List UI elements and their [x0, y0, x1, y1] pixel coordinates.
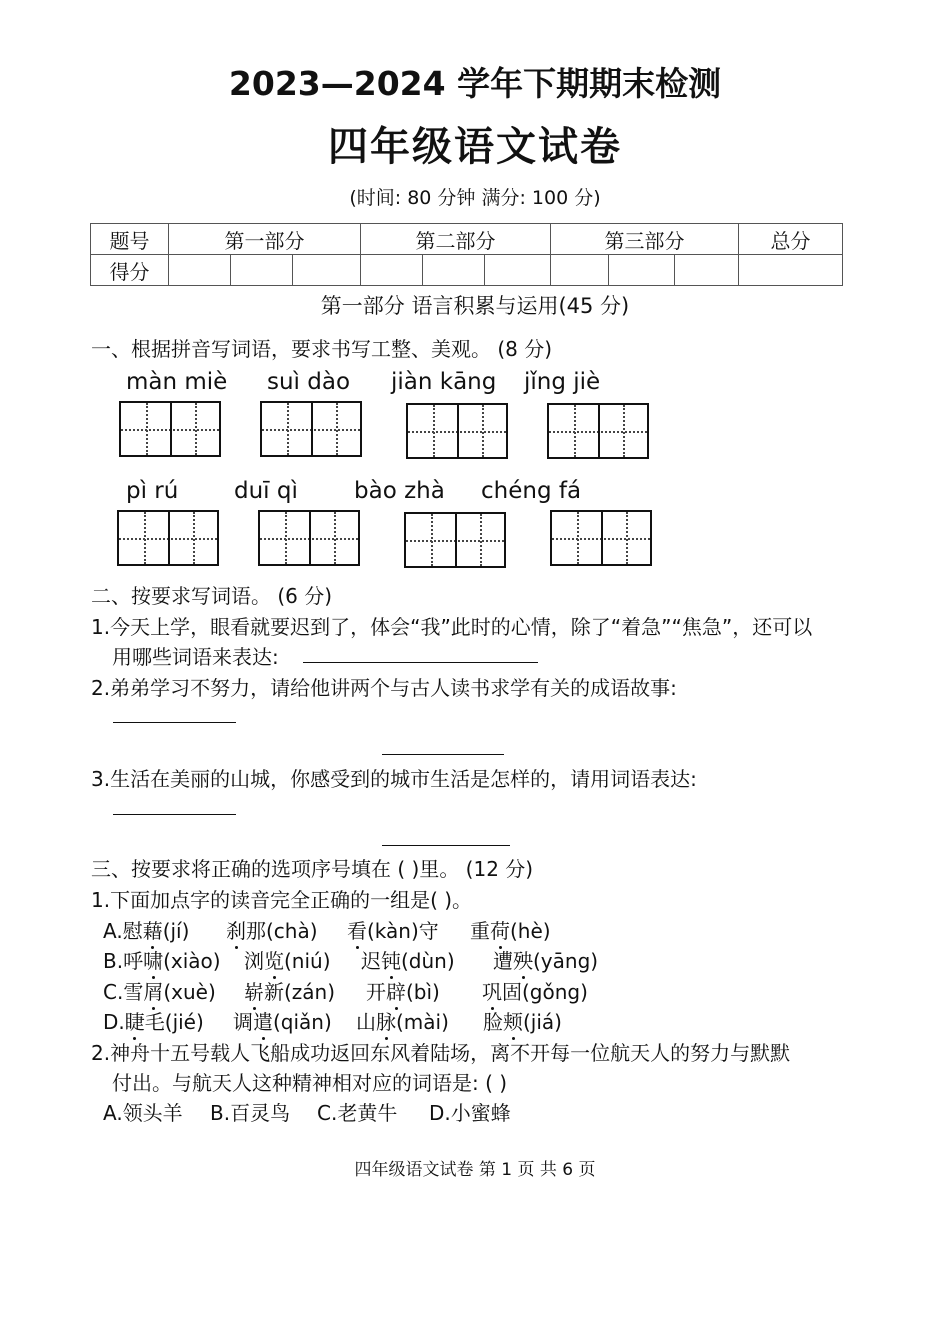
- page-footer: 四年级语文试卷 第 1 页 共 6 页: [354, 1160, 596, 1180]
- word-part: 那(chà): [246, 919, 318, 943]
- writing-grid[interactable]: [258, 510, 360, 566]
- word-part: 新(zán): [264, 980, 336, 1004]
- option-d-word: [233, 1006, 332, 1035]
- option-b-word: [493, 945, 598, 974]
- answer-blank[interactable]: [382, 754, 504, 755]
- option-a-word: [226, 915, 318, 944]
- word-part: (bì): [406, 980, 440, 1004]
- word-part: 浏: [244, 949, 264, 973]
- word-part: (xiào): [163, 949, 221, 973]
- pinyin-label: jǐng jiè: [524, 369, 601, 395]
- dotted-char: 啸: [143, 945, 163, 974]
- dotted-char: 刹: [226, 915, 246, 944]
- question-2-1-line1: 1.今天上学，眼看就要迟到了，体会“我”此时的心情，除了“着急”“焦急”，还可以: [91, 615, 813, 639]
- word-part: 迟: [361, 949, 381, 973]
- dotted-char: 藉: [143, 915, 163, 944]
- option-d-word: [483, 1006, 562, 1035]
- pinyin-label: pì rú: [126, 478, 179, 504]
- option-b[interactable]: [103, 945, 221, 974]
- option-a[interactable]: [103, 915, 189, 944]
- dotted-char: 览: [264, 945, 284, 974]
- writing-grid[interactable]: [117, 510, 219, 566]
- word-part: 呼: [123, 949, 144, 973]
- option-c-word: [244, 976, 335, 1005]
- word-part: (xuè): [163, 980, 216, 1004]
- word-part: (kàn)守: [367, 919, 439, 943]
- word-part: 脸: [483, 1010, 503, 1034]
- dotted-char: 屑: [143, 976, 163, 1005]
- word-part: (dùn): [401, 949, 455, 973]
- option-label: A.: [103, 919, 123, 943]
- word-part: 固(gǒng): [502, 980, 588, 1004]
- score-cell[interactable]: [551, 255, 609, 286]
- pinyin-label: màn miè: [126, 369, 228, 395]
- section3-heading: 三、按要求将正确的选项序号填在 ( )里。 (12 分): [91, 857, 534, 881]
- option-b-word: [361, 945, 455, 974]
- option-label: C.: [103, 980, 124, 1004]
- word-part: (mài): [396, 1010, 449, 1034]
- option-a-word: [470, 915, 551, 944]
- option-d-word: [356, 1006, 449, 1035]
- score-cell[interactable]: [739, 255, 843, 286]
- score-table-total: 总分: [739, 224, 843, 255]
- word-part: (yāng): [533, 949, 599, 973]
- score-table-part3: 第三部分: [551, 224, 739, 255]
- question-3-1: 1.下面加点字的读音完全正确的一组是( )。: [91, 888, 473, 912]
- question-3-2-line2: 付出。与航天人这种精神相对应的词语是: ( ): [112, 1071, 508, 1095]
- word-part: 山: [356, 1010, 376, 1034]
- word-part: 调: [233, 1010, 253, 1034]
- dotted-char: 钝: [381, 945, 401, 974]
- dotted-char: 遣: [253, 1006, 273, 1035]
- pinyin-label: chéng fá: [481, 478, 582, 504]
- score-cell[interactable]: [675, 255, 739, 286]
- answer-blank[interactable]: [113, 722, 236, 723]
- score-cell[interactable]: [485, 255, 551, 286]
- word-part: (hè): [510, 919, 551, 943]
- exam-time-score: (时间: 80 分钟 满分: 100 分): [349, 187, 601, 209]
- section2-heading: 二、按要求写词语。 (6 分): [91, 584, 333, 608]
- dotted-char: 崭: [244, 976, 264, 1005]
- word-part: (qiǎn): [273, 1010, 332, 1034]
- pinyin-label: jiàn kāng: [391, 369, 497, 395]
- word-part: 遭: [493, 949, 513, 973]
- score-table-part1: 第一部分: [169, 224, 361, 255]
- dotted-char: 看: [347, 915, 367, 944]
- option-a-word: [347, 915, 439, 944]
- dotted-char: 脉: [376, 1006, 396, 1035]
- pinyin-label: bào zhà: [354, 478, 445, 504]
- exam-title: 四年级语文试卷: [328, 124, 622, 170]
- question-3-2-line1: 2.神舟十五号载人飞船成功返回东风着陆场，离不开每一位航天人的努力与默默: [91, 1041, 791, 1065]
- exam-term-title: 2023—2024 学年下期期末检测: [228, 64, 722, 103]
- word-part: 毛(jié): [144, 1010, 204, 1034]
- dotted-char: 巩: [482, 976, 502, 1005]
- word-part: (jí): [162, 919, 190, 943]
- score-table-row-label: 题号: [91, 224, 169, 255]
- answer-blank[interactable]: [303, 662, 538, 663]
- question-2-3: 3.生活在美丽的山城，你感受到的城市生活是怎样的，请用词语表达:: [91, 767, 697, 791]
- option-b[interactable]: B.百灵鸟: [210, 1101, 291, 1125]
- word-part: 慰: [122, 919, 143, 943]
- dotted-char: 荷: [490, 915, 510, 944]
- answer-blank[interactable]: [382, 845, 510, 846]
- option-c-word: [482, 976, 588, 1005]
- writing-grid[interactable]: [119, 401, 221, 457]
- option-a[interactable]: A.领头羊: [103, 1101, 183, 1125]
- option-c[interactable]: C.老黄牛: [317, 1101, 398, 1125]
- pinyin-label: suì dào: [267, 369, 351, 395]
- option-c[interactable]: [103, 976, 216, 1005]
- option-c-word: [366, 976, 440, 1005]
- writing-grid[interactable]: [404, 512, 506, 568]
- word-part: 雪: [123, 980, 144, 1004]
- part1-title: 第一部分 语言积累与运用(45 分): [320, 294, 630, 318]
- answer-blank[interactable]: [113, 814, 236, 815]
- option-label: B.: [103, 949, 124, 973]
- question-2-2: 2.弟弟学习不努力，请给他讲两个与古人读书求学有关的成语故事:: [91, 676, 677, 700]
- word-part: 开: [366, 980, 386, 1004]
- score-table-part2: 第二部分: [361, 224, 551, 255]
- word-part: (jiá): [523, 1010, 562, 1034]
- score-cell[interactable]: [169, 255, 231, 286]
- score-cell[interactable]: [361, 255, 423, 286]
- writing-grid[interactable]: [260, 401, 362, 457]
- score-table: [90, 223, 843, 286]
- word-part: (niú): [284, 949, 331, 973]
- score-cell[interactable]: [609, 255, 675, 286]
- score-cell[interactable]: [423, 255, 485, 286]
- writing-grid[interactable]: [547, 403, 649, 459]
- dotted-char: 颊: [503, 1006, 523, 1035]
- question-2-1-line2: 用哪些词语来表达:: [112, 645, 279, 669]
- dotted-char: 辟: [386, 976, 406, 1005]
- pinyin-label: duī qì: [234, 478, 298, 504]
- score-table-score-label: 得分: [91, 255, 169, 286]
- option-d[interactable]: [103, 1006, 204, 1035]
- option-d[interactable]: D.小蜜蜂: [429, 1101, 511, 1125]
- section1-heading: 一、根据拼音写词语，要求书写工整、美观。 (8 分): [91, 337, 553, 361]
- score-cell[interactable]: [231, 255, 293, 286]
- word-part: 重: [470, 919, 490, 943]
- writing-grid[interactable]: [406, 403, 508, 459]
- dotted-char: 殃: [513, 945, 533, 974]
- dotted-char: 睫: [125, 1006, 145, 1035]
- option-label: D.: [103, 1010, 125, 1034]
- score-cell[interactable]: [293, 255, 361, 286]
- writing-grid[interactable]: [550, 510, 652, 566]
- option-b-word: [244, 945, 331, 974]
